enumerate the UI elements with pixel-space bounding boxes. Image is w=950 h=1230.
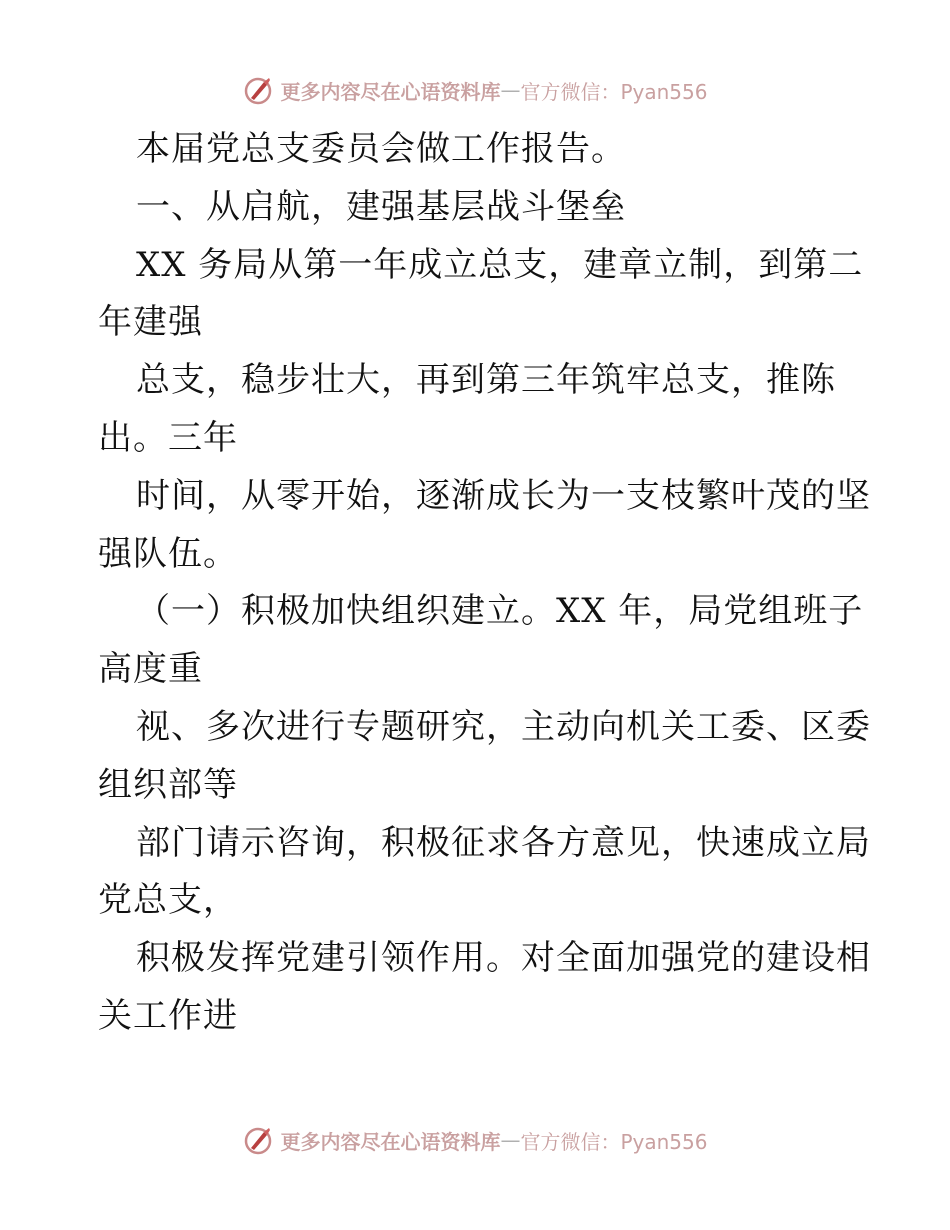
paragraph-line: 总支，稳步壮大，再到第三年筑牢总支，推陈 <box>136 360 836 401</box>
watermark-brand-text: 更多内容尽在心语资料库 <box>280 1129 501 1154</box>
paragraph-line: 视、多次进行专题研究，主动向机关工委、区委 <box>136 706 871 747</box>
paragraph-line: 出。三年 <box>98 417 238 458</box>
paragraph-line: XX 务局从第一年成立总支，建章立制，到第二 <box>136 244 864 285</box>
paragraph-line: 关工作进 <box>98 995 238 1036</box>
paragraph-line: 强队伍。 <box>98 533 238 574</box>
paragraph-line: 时间，从零开始，逐渐成长为一支枝繁叶茂的坚 <box>136 475 871 516</box>
paragraph-line: 年建强 <box>98 302 203 343</box>
section-heading: 一、从启航，建强基层战斗堡垒 <box>136 186 626 227</box>
document-body <box>98 121 871 1046</box>
paragraph-line: 部门请示咨询，积极征求各方意见，快速成立局 <box>136 822 871 863</box>
paragraph-line: 本届党总支委员会做工作报告。 <box>136 129 626 169</box>
watermark-separator: — <box>500 78 521 102</box>
quill-pen-logo-icon <box>242 74 274 106</box>
footer-watermark <box>0 1120 950 1160</box>
watermark-contact-text: 官方微信：Pyan556 <box>520 1129 708 1154</box>
paragraph-line: 党总支， <box>98 880 238 921</box>
paragraph-line: 积极发挥党建引领作用。对全面加强党的建设相 <box>136 938 871 979</box>
quill-pen-logo-icon <box>242 1124 274 1156</box>
paragraph-line: 组织部等 <box>98 764 238 805</box>
header-watermark <box>0 70 950 110</box>
paragraph-line: 高度重 <box>98 649 203 690</box>
watermark-brand-text: 更多内容尽在心语资料库 <box>280 79 501 104</box>
watermark-separator: — <box>500 1128 521 1152</box>
watermark-contact-text: 官方微信：Pyan556 <box>520 79 708 104</box>
subsection-line: （一）积极加快组织建立。XX 年，局党组班子 <box>136 591 864 632</box>
